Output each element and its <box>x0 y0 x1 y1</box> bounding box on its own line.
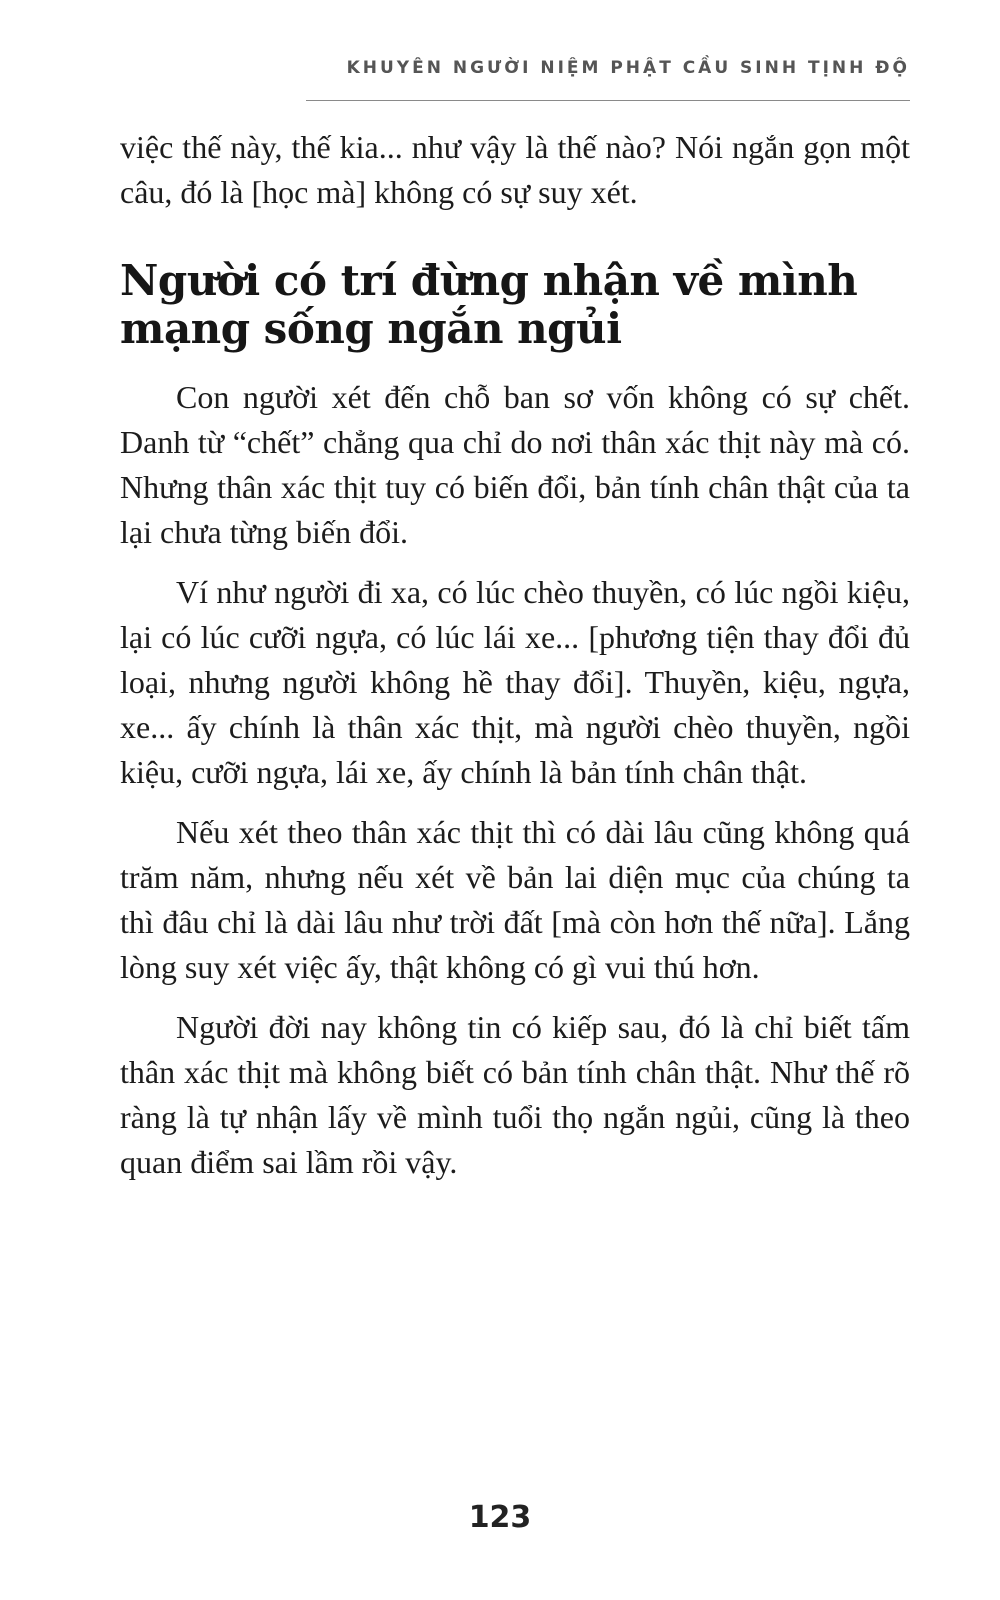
header-rule <box>306 100 910 101</box>
running-header: KHUYÊN NGƯỜI NIỆM PHẬT CẦU SINH TỊNH ĐỘ <box>346 58 910 78</box>
body-paragraph-3: Nếu xét theo thân xác thịt thì có dài lâu cũng không quá trăm năm, nhưng nếu xét về bản lai diện mục của chúng ta thì đâu chỉ là dài lâu như trời đất [mà còn hơn thế nữa]. Lắng lòng suy xét việc ấy, thật không có gì vui thú hơn. <box>120 814 910 985</box>
page-body <box>120 125 910 1200</box>
intro-paragraph: việc thế này, thế kia... như vậy là thế nào? Nói ngắn gọn một câu, đó là [học mà] không có sự suy xét. <box>120 129 910 210</box>
section-heading: Người có trí đừng nhận về mình mạng sống ngắn ngủi <box>120 256 858 353</box>
body-paragraph-1: Con người xét đến chỗ ban sơ vốn không có sự chết. Danh từ “chết” chẳng qua chỉ do nơi thân xác thịt này mà có. Nhưng thân xác thịt tuy có biến đổi, bản tính chân thật của ta lại chưa từng biến đổi. <box>120 379 910 550</box>
body-paragraph-2: Ví như người đi xa, có lúc chèo thuyền, có lúc ngồi kiệu, lại có lúc cưỡi ngựa, có lúc lái xe... [phương tiện thay đổi đủ loại, nhưng người không hề thay đổi]. Thuyền, kiệu, ngựa, xe... ấy chính là thân xác thịt, mà người chèo thuyền, ngồi kiệu, cưỡi ngựa, lái xe, ấy chính là bản tính chân thật. <box>120 574 910 790</box>
page-number: 123 <box>468 1500 532 1535</box>
body-paragraph-4: Người đời nay không tin có kiếp sau, đó là chỉ biết tấm thân xác thịt mà không biết có bản tính chân thật. Như thế rõ ràng là tự nhận lấy về mình tuổi thọ ngắn ngủi, cũng là theo quan điểm sai lầm rồi vậy. <box>120 1009 910 1180</box>
